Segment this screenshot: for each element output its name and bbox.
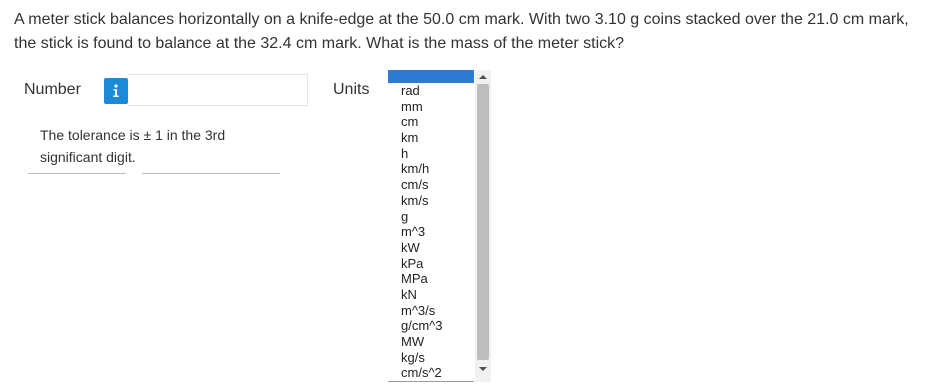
scroll-thumb[interactable] <box>477 84 489 360</box>
info-button[interactable] <box>104 78 128 104</box>
selected-option-highlight[interactable] <box>388 70 474 83</box>
unit-option[interactable]: m^3 <box>401 224 426 240</box>
number-label: Number <box>24 81 81 98</box>
select-bottom-border <box>388 381 474 382</box>
unit-option[interactable]: m^3/s <box>401 302 436 318</box>
question-text: A meter stick balances horizontally on a knife-edge at the 50.0 cm mark. With two 3.10 g coins stacked over the 21.0 cm mark, the stick is found to balance at the 32.4 cm mark. What is the mass of the meter stick? <box>14 11 909 52</box>
unit-option[interactable]: kg/s <box>401 349 425 365</box>
unit-option[interactable]: rad <box>401 83 420 98</box>
unit-option[interactable]: MPa <box>401 271 428 287</box>
tolerance-note: The tolerance is ± 1 in the 3rd significant digit. <box>40 127 226 165</box>
divider <box>142 173 280 174</box>
unit-option[interactable]: g <box>401 208 409 224</box>
unit-option[interactable]: km <box>401 130 419 146</box>
units-scrollbar[interactable] <box>475 70 491 382</box>
scroll-up-arrow-icon[interactable] <box>475 70 491 84</box>
unit-option[interactable]: km/s <box>401 192 429 208</box>
units-label: Units <box>333 81 370 98</box>
number-input[interactable] <box>128 74 308 106</box>
info-icon <box>112 84 120 98</box>
unit-option[interactable]: h <box>401 145 409 161</box>
unit-option[interactable]: MW <box>401 334 425 349</box>
unit-option[interactable]: cm/s <box>401 177 429 193</box>
unit-option[interactable]: kPa <box>401 255 424 271</box>
unit-option[interactable]: kW <box>401 239 420 255</box>
unit-option[interactable]: mm <box>401 98 423 114</box>
divider <box>28 173 126 174</box>
unit-option[interactable]: cm <box>401 114 419 130</box>
unit-option[interactable]: km/h <box>401 161 430 177</box>
unit-option[interactable]: cm/s^2 <box>401 365 442 381</box>
scroll-down-arrow-icon[interactable] <box>475 362 491 376</box>
units-options-list <box>388 83 474 381</box>
unit-option[interactable]: g/cm^3 <box>401 318 443 334</box>
unit-option[interactable]: kN <box>401 286 417 302</box>
